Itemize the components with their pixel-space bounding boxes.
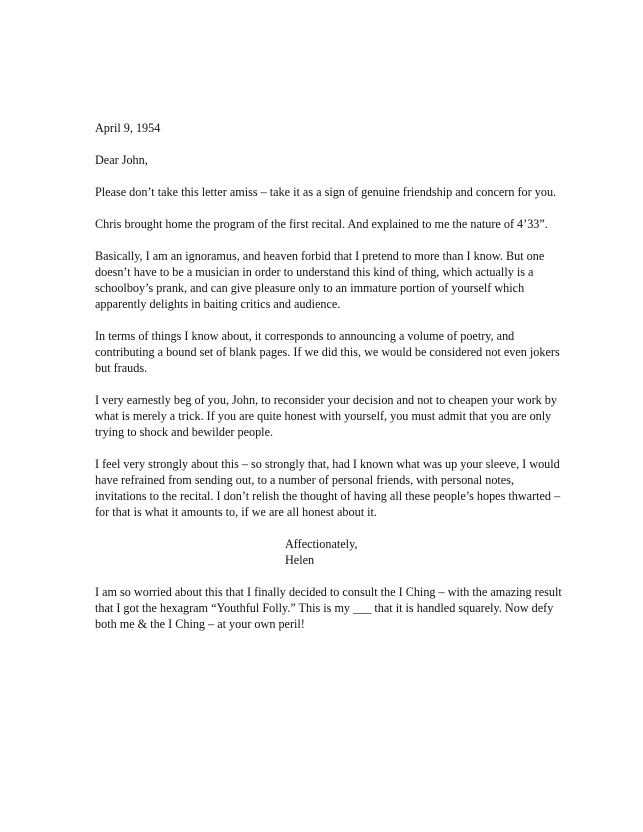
letter-paragraph-5: I very earnestly beg of you, John, to reconsider your decision and not to cheapen your work by what is merely a trick. If you are quite honest with yourself, you must admit that you are only trying to shock and bewilder people. [95,393,557,439]
letter-date: April 9, 1954 [95,121,161,135]
letter-signature-block [285,536,565,568]
letter-salutation: Dear John, [95,153,148,167]
letter-paragraph-6: I feel very strongly about this – so strongly that, had I known what was up your sleeve, I would have refrained from sending out, to a number of personal friends, with personal notes, invitations to the recital. I don’t relish the thought of having all these people’s hopes thwarted – for that is what it amounts to, if we are all honest about it. [95,457,561,519]
letter-signature: Helen [285,553,315,567]
letter-paragraph-4: In terms of things I know about, it corresponds to announcing a volume of poetry, and contributing a bound set of blank pages. If we did this, we would be considered not even jokers but frauds. [95,329,560,375]
letter-postscript: I am so worried about this that I finally decided to consult the I Ching – with the amazing result that I got the hexagram “Youthful Folly.” This is my ___ that it is handled squarely. Now defy both me & the I Ching – at your own peril! [95,585,562,631]
letter-paragraph-1: Please don’t take this letter amiss – take it as a sign of genuine friendship and concern for you. [95,185,557,199]
letter-paragraph-3: Basically, I am an ignoramus, and heaven forbid that I pretend to more than I know. But one doesn’t have to be a musician in order to understand this kind of thing, which actually is a schoolboy’s prank, and can give pleasure only to an immature portion of yourself which apparently delights in baiting critics and audience. [95,249,545,311]
letter-paragraph-2: Chris brought home the program of the first recital. And explained to me the nature of 4’33”. [95,217,548,231]
letter-closing: Affectionately, [285,537,358,551]
letter-body [95,120,565,648]
